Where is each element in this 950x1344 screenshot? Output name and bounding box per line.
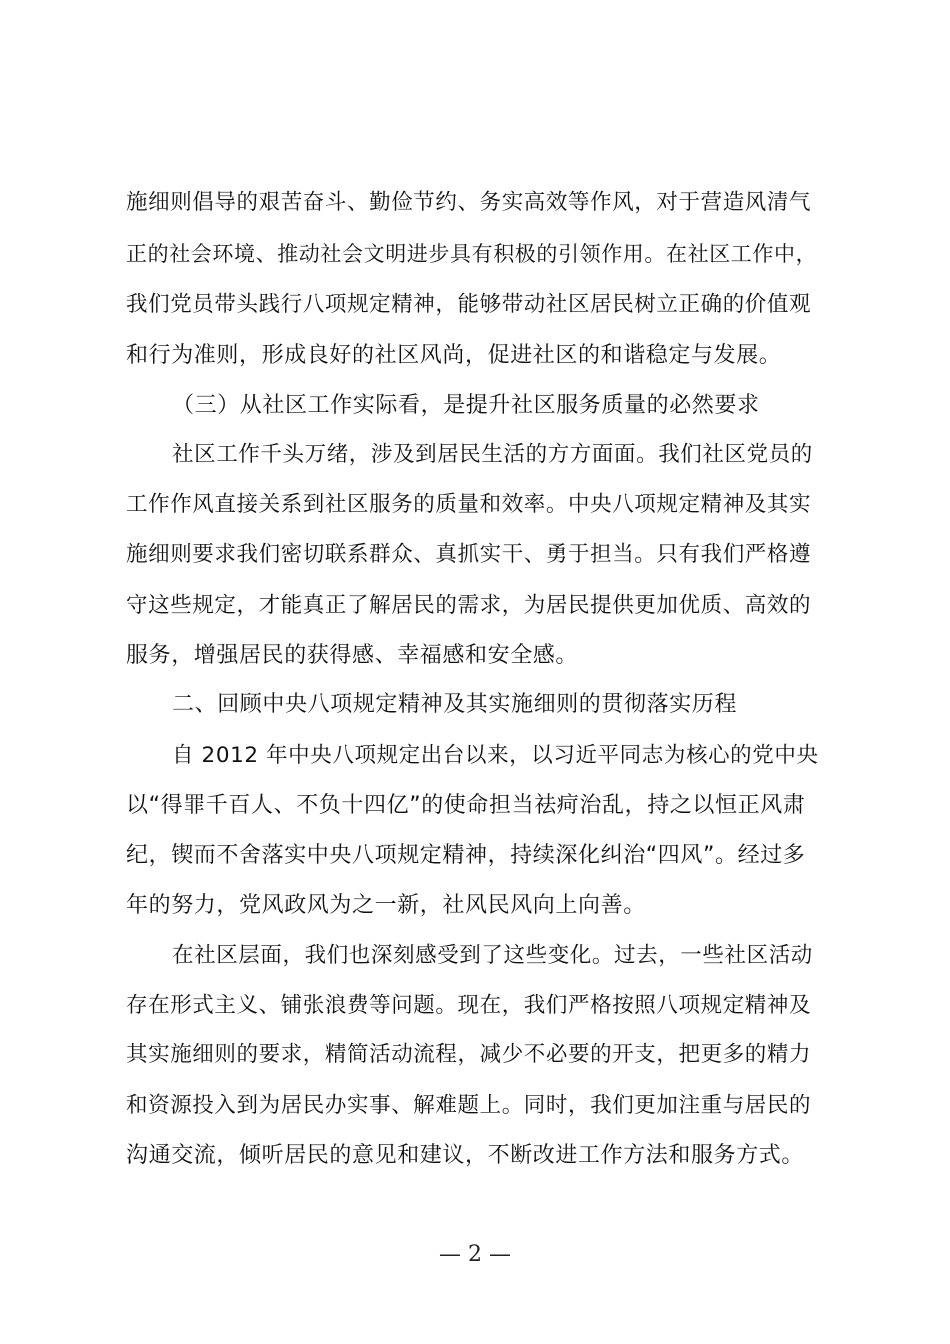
text-line: 以“得罪千百人、不负十四亿”的使命担当祛疴治乱，持之以恒正风肃: [126, 793, 806, 818]
text-line: 存在形式主义、铺张浪费等问题。现在，我们严格按照八项规定精神及: [126, 993, 812, 1018]
text-line: 和资源投入到为居民办实事、解难题上。同时，我们更加注重与居民的: [126, 1093, 812, 1118]
text-line: 我们党员带头践行八项规定精神，能够带动社区居民树立正确的价值观: [126, 292, 812, 317]
text-line: 在社区层面，我们也深刻感受到了这些变化。过去，一些社区活动: [172, 943, 813, 968]
text-line: 服务，增强居民的获得感、幸福感和安全感。: [126, 643, 579, 668]
text-line: 正的社会环境、推动社会文明进步具有积极的引领作用。在社区工作中，: [126, 242, 818, 266]
text-line: 其实施细则的要求，精简活动流程，减少不必要的开支，把更多的精力: [126, 1042, 812, 1067]
text-line: 沟通交流，倾听居民的意见和建议，不断改进工作方法和服务方式。: [126, 1143, 805, 1168]
text-line: 自 2012 年中央八项规定出台以来，以习近平同志为核心的党中央: [172, 743, 819, 768]
text-line: 社区工作千头万绪，涉及到居民生活的方方面面。我们社区党员的: [172, 442, 813, 467]
text-line: 施细则要求我们密切联系群众、真抓实干、勇于担当。只有我们严格遵: [126, 542, 812, 567]
section-heading: 二、回顾中央八项规定精神及其实施细则的贯彻落实历程: [172, 692, 738, 717]
text-line: 和行为准则，形成良好的社区风尚，促进社区的和谐稳定与发展。: [126, 343, 782, 368]
text-line: 工作作风直接关系到社区服务的质量和效率。中央八项规定精神及其实: [126, 492, 812, 517]
text-line: 年的努力，党风政风为之一新，社风民风向上向善。: [126, 893, 646, 918]
text-line: 施细则倡导的艰苦奋斗、勤俭节约、务实高效等作风，对于营造风清气: [126, 190, 812, 215]
section-heading: （三）从社区工作实际看，是提升社区服务质量的必然要求: [172, 393, 760, 418]
text-line: 纪，锲而不舍落实中央八项规定精神，持续深化纠治“四风”。经过多: [126, 843, 806, 868]
page-number: — 2 —: [439, 1242, 511, 1267]
text-line: 守这些规定，才能真正了解居民的需求，为居民提供更加优质、高效的: [126, 593, 812, 618]
